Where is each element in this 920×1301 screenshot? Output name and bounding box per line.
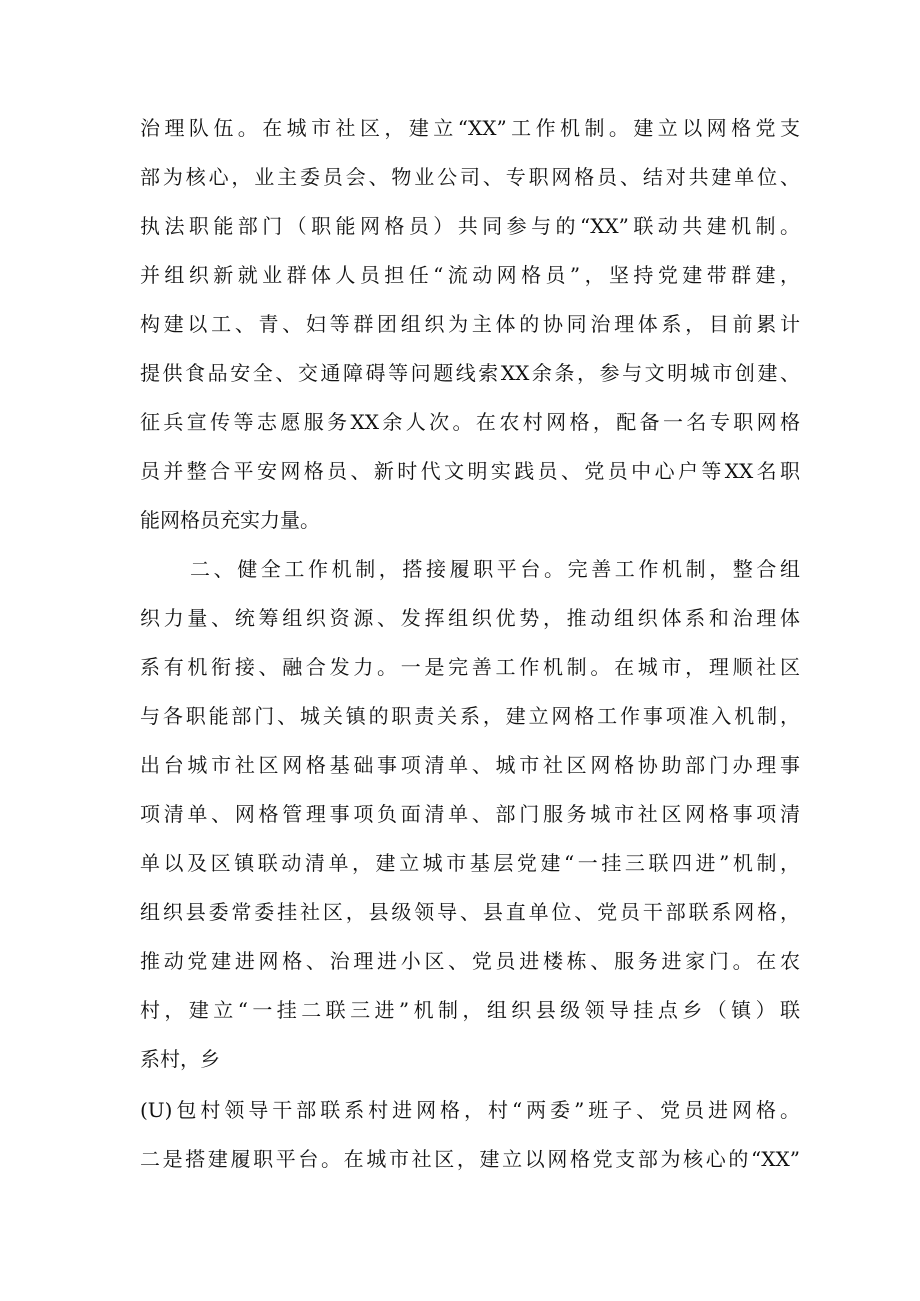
text-line: 征兵宣传等志愿服务XX余人次。在农村网格，配备一名专职网格 [140,410,800,434]
text-line: 出台城市社区网格基础事项清单、城市社区网格协助部门办理事 [140,753,800,777]
text-line: 构建以工、青、妇等群团组织为主体的协同治理体系，目前累计 [140,312,800,336]
text-line: 治理队伍。在城市社区，建立“XX”工作机制。建立以网格党支 [140,116,800,140]
text-line: (U)包村领导干部联系村进网格，村“两委”班子、党员进网格。 [140,1098,800,1122]
text-line: 二是搭建履职平台。在城市社区，建立以网格党支部为核心的“XX” [140,1147,800,1171]
text-line: 与各职能部门、城关镇的职责关系，建立网格工作事项准入机制， [140,704,800,728]
text-line: 织力量、统筹组织资源、发挥组织优势，推动组织体系和治理体 [140,606,800,630]
text-line: 组织县委常委挂社区，县级领导、县直单位、党员干部联系网格， [140,900,800,924]
text-line: 系村，乡 [140,1047,220,1071]
text-line: 提供食品安全、交通障碍等问题线索XX余条，参与文明城市创建、 [140,361,800,385]
text-line: 部为核心，业主委员会、物业公司、专职网格员、结对共建单位、 [140,165,800,189]
text-line: 推动党建进网格、治理进小区、党员进楼栋、服务进家门。在农 [140,949,800,973]
text-line: 并组织新就业群体人员担任“流动网格员”，坚持党建带群建， [140,263,800,287]
text-line: 执法职能部门（职能网格员）共同参与的“XX”联动共建机制。 [140,214,800,238]
text-line: 项清单、网格管理事项负面清单、部门服务城市社区网格事项清 [140,802,800,826]
text-line: 系有机衔接、融合发力。一是完善工作机制。在城市，理顺社区 [140,655,800,679]
text-line: 能网格员充实力量。 [140,508,320,532]
text-line: 村，建立“一挂二联三进”机制，组织县级领导挂点乡（镇）联 [140,998,800,1022]
text-line: 单以及区镇联动清单，建立城市基层党建“一挂三联四进”机制， [140,851,800,875]
text-line: 员并整合平安网格员、新时代文明实践员、党员中心户等XX名职 [140,459,800,483]
paragraph-heading-line: 二、健全工作机制，搭接履职平台。完善工作机制，整合组 [190,557,800,581]
